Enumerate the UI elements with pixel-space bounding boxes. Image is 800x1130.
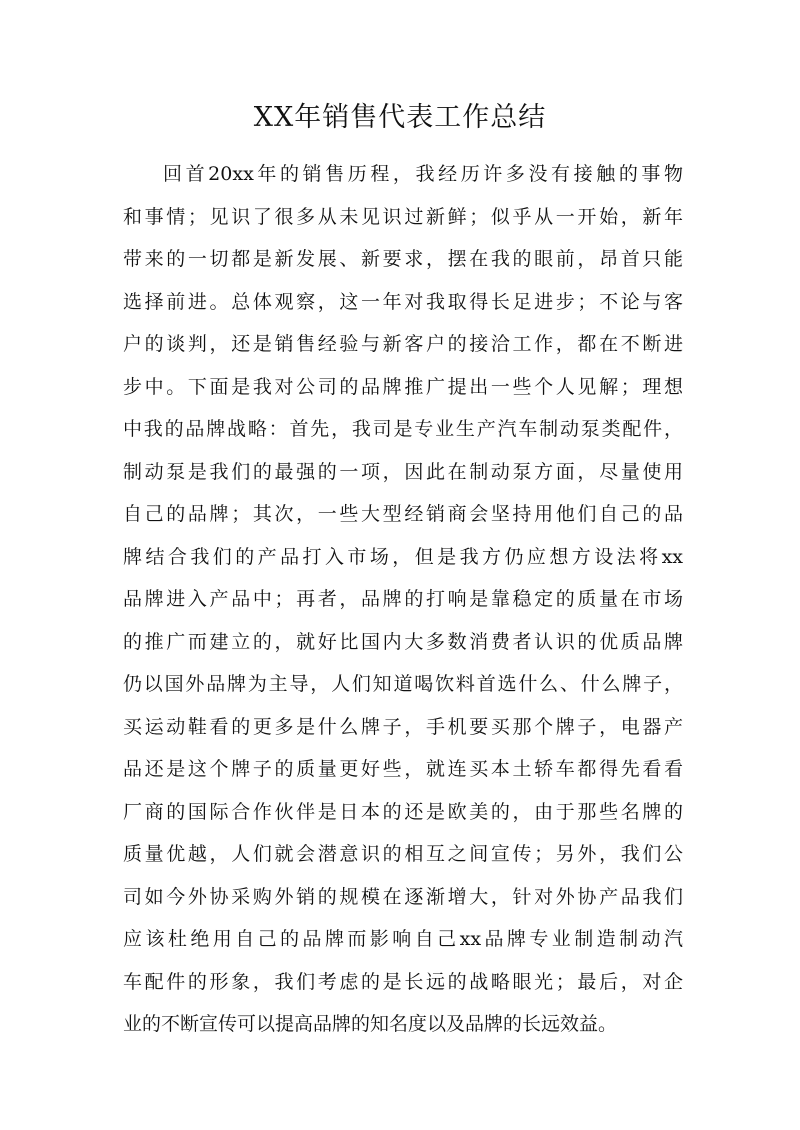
paragraph-line: 车配件的形象，我们考虑的是长远的战略眼光；最后，对企 xyxy=(123,970,683,993)
body-paragraph xyxy=(123,153,683,1046)
paragraph-line: 和事情；见识了很多从未见识过新鲜；似乎从一开始，新年 xyxy=(123,205,683,228)
paragraph-line: 厂商的国际合作伙伴是日本的还是欧美的，由于那些名牌的 xyxy=(123,800,683,823)
document-title: XX年销售代表工作总结 xyxy=(253,102,547,133)
paragraph-line: 牌结合我们的产品打入市场，但是我方仍应想方设法将xx xyxy=(123,545,683,568)
paragraph-line: 司如今外协采购外销的规模在逐渐增大，针对外协产品我们 xyxy=(123,885,683,908)
paragraph-line: 户的谈判，还是销售经验与新客户的接洽工作，都在不断进 xyxy=(123,333,683,355)
paragraph-line: 回首20xx年的销售历程，我经历许多没有接触的事物 xyxy=(163,163,683,185)
paragraph-line: 中我的品牌战略：首先，我司是专业生产汽车制动泵类配件， xyxy=(123,418,683,440)
paragraph-line: 质量优越，人们就会潜意识的相互之间宣传；另外，我们公 xyxy=(123,843,683,865)
paragraph-line: 买运动鞋看的更多是什么牌子，手机要买那个牌子，电器产 xyxy=(123,715,683,738)
paragraph-line: 自己的品牌；其次，一些大型经销商会坚持用他们自己的品 xyxy=(123,503,683,525)
paragraph-line: 应该杜绝用自己的品牌而影响自己xx品牌专业制造制动汽 xyxy=(123,928,683,950)
paragraph-line: 制动泵是我们的最强的一项，因此在制动泵方面，尽量使用 xyxy=(123,460,683,483)
paragraph-line: 的推广而建立的，就好比国内大多数消费者认识的优质品牌 xyxy=(123,630,683,653)
paragraph-line: 带来的一切都是新发展、新要求，摆在我的眼前，昂首只能 xyxy=(123,248,683,270)
paragraph-line: 业的不断宣传可以提高品牌的知名度以及品牌的长远效益。 xyxy=(123,1013,618,1035)
paragraph-line: 仍以国外品牌为主导，人们知道喝饮料首选什么、什么牌子， xyxy=(123,673,683,695)
paragraph-line: 选择前进。总体观察，这一年对我取得长足进步；不论与客 xyxy=(123,290,683,313)
paragraph-line: 品牌进入产品中；再者，品牌的打响是靠稳定的质量在市场 xyxy=(123,588,683,610)
paragraph-line: 品还是这个牌子的质量更好些，就连买本土轿车都得先看看 xyxy=(123,758,683,780)
paragraph-line: 步中。下面是我对公司的品牌推广提出一些个人见解；理想 xyxy=(123,375,683,398)
